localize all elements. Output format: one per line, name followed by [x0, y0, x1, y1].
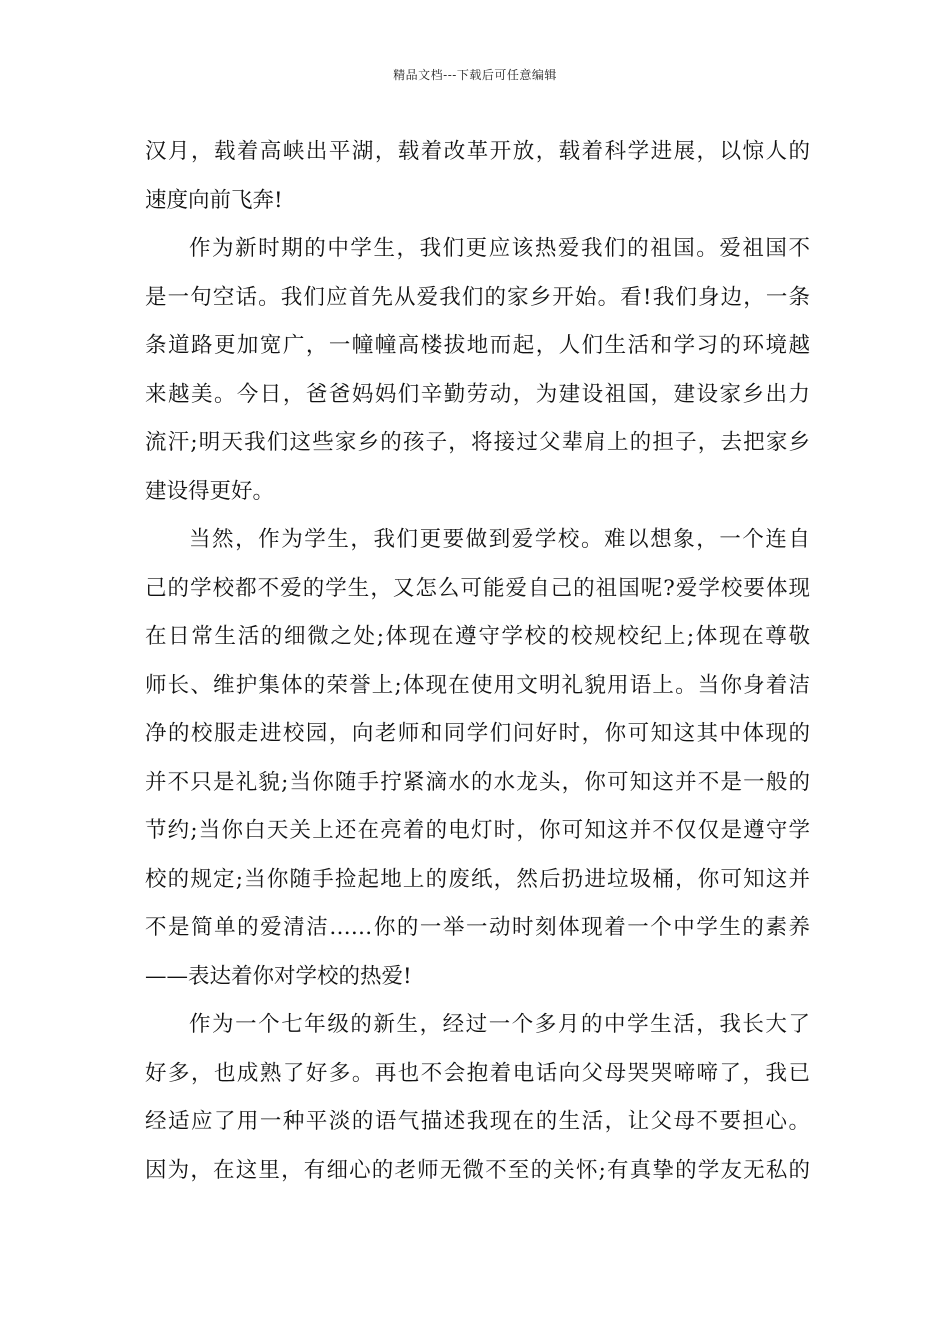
text-line: 校的规定;当你随手捡起地上的废纸，然后扔进垃圾桶，你可知这并: [145, 866, 810, 892]
text-line: 建设得更好。: [145, 478, 275, 504]
paragraph: [145, 225, 810, 516]
paragraph: [145, 128, 810, 225]
text-line: 节约;当你白天关上还在亮着的电灯时，你可知这并不仅仅是遵守学: [145, 818, 810, 843]
text-line: 不是简单的爱清洁……你的一举一动时刻体现着一个中学生的素养: [145, 915, 810, 940]
text-line: 速度向前飞奔!: [145, 187, 283, 213]
text-line: 己的学校都不爱的学生，又怎么可能爱自己的祖国呢?爱学校要体现: [145, 575, 810, 601]
document-body: [145, 128, 810, 1195]
paragraph: [145, 1001, 810, 1195]
text-line: 来越美。今日，爸爸妈妈们辛勤劳动，为建设祖国，建设家乡出力: [145, 381, 810, 407]
text-line: 当然，作为学生，我们更要做到爱学校。难以想象，一个连自: [189, 527, 810, 552]
text-line: 好多，也成熟了好多。再也不会抱着电话向父母哭哭啼啼了，我已: [145, 1060, 810, 1086]
text-line: 是一句空话。我们应首先从爱我们的家乡开始。看!我们身边，一条: [145, 284, 810, 310]
text-line: 并不只是礼貌;当你随手拧紧滴水的水龙头，你可知这并不是一般的: [145, 769, 810, 795]
text-line: ——表达着你对学校的热爱!: [145, 963, 412, 989]
text-line: 流汗;明天我们这些家乡的孩子，将接过父辈肩上的担子，去把家乡: [145, 430, 810, 455]
text-line: 汉月，载着高峡出平湖，载着改革开放，载着科学进展，以惊人的: [145, 139, 810, 164]
text-line: 作为新时期的中学生，我们更应该热爱我们的祖国。爱祖国不: [189, 236, 810, 261]
text-line: 作为一个七年级的新生，经过一个多月的中学生活，我长大了: [189, 1012, 810, 1037]
page-header: 精品文档---下载后可任意编辑: [393, 68, 557, 82]
paragraph: [145, 516, 810, 1001]
text-line: 净的校服走进校园，向老师和同学们问好时，你可知这其中体现的: [145, 721, 810, 746]
text-line: 经适应了用一种平淡的语气描述我现在的生活，让父母不要担心。: [145, 1109, 810, 1134]
text-line: 因为，在这里，有细心的老师无微不至的关怀;有真挚的学友无私的: [145, 1157, 810, 1183]
text-line: 在日常生活的细微之处;体现在遵守学校的校规校纪上;体现在尊敬: [145, 624, 810, 649]
text-line: 条道路更加宽广，一幢幢高楼拔地而起，人们生活和学习的环境越: [145, 333, 810, 358]
text-line: 师长、维护集体的荣誉上;体现在使用文明礼貌用语上。当你身着洁: [145, 672, 810, 698]
